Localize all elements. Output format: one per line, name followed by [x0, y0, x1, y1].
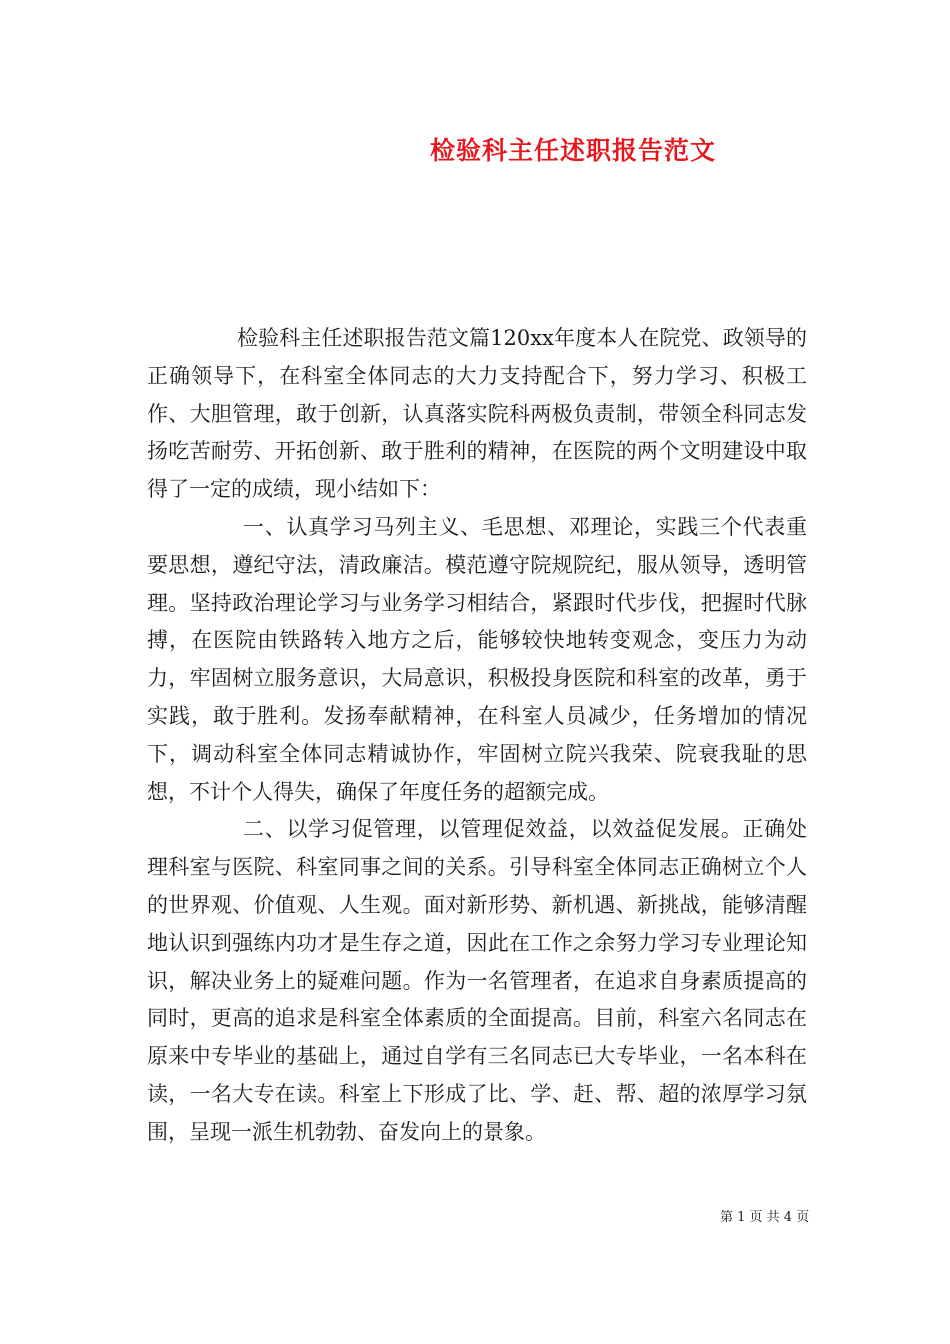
page-number-footer: 第 1 页 共 4 页 — [720, 1210, 810, 1225]
paragraph-section-2: 二、以学习促管理，以管理促效益，以效益促发展。正确处理科室与医院、科室同事之间的关系。引导科室全体同志正确树立个人的世界观、价值观、人生观。面对新形势、新机遇、新挑战，能够清醒地认识到强练内功才是生存之道，因此在工作之余努力学习专业理论知识，解决业务上的疑难问题。作为一名管理者，在追求自身素质提高的同时，更高的追求是科室全体素质的全面提高。目前，科室六名同志在原来中专毕业的基础上，通过自学有三名同志已大专毕业，一名本科在读，一名大专在读。科室上下形成了比、学、赶、帮、超的浓厚学习氛围，呈现一派生机勃勃、奋发向上的景象。 — [147, 817, 807, 1144]
paragraph-section-1: 一、认真学习马列主义、毛思想、邓理论，实践三个代表重要思想，遵纪守法，清政廉洁。模范遵守院规院纪，服从领导，透明管理。坚持政治理论学习与业务学习相结合，紧跟时代步伐，把握时代脉搏，在医院由铁路转入地方之后，能够较快地转变观念，变压力为动力，牢固树立服务意识，大局意识，积极投身医院和科室的改革，勇于实践，敢于胜利。发扬奉献精神，在科室人员减少，任务增加的情况下，调动科室全体同志精诚协作，牢固树立院兴我荣、院衰我耻的思想，不计个人得失，确保了年度任务的超额完成。 — [147, 514, 807, 804]
paragraph-intro: 检验科主任述职报告范文篇120xx年度本人在院党、政领导的正确领导下，在科室全体同志的大力支持配合下，努力学习、积极工作、大胆管理，敢于创新，认真落实院科两极负责制，带领全科同志发扬吃苦耐劳、开拓创新、敢于胜利的精神，在医院的两个文明建设中取得了一定的成绩，现小结如下： — [147, 326, 807, 502]
document-title: 检验科主任述职报告范文 — [430, 136, 717, 165]
document-body — [147, 320, 807, 1152]
